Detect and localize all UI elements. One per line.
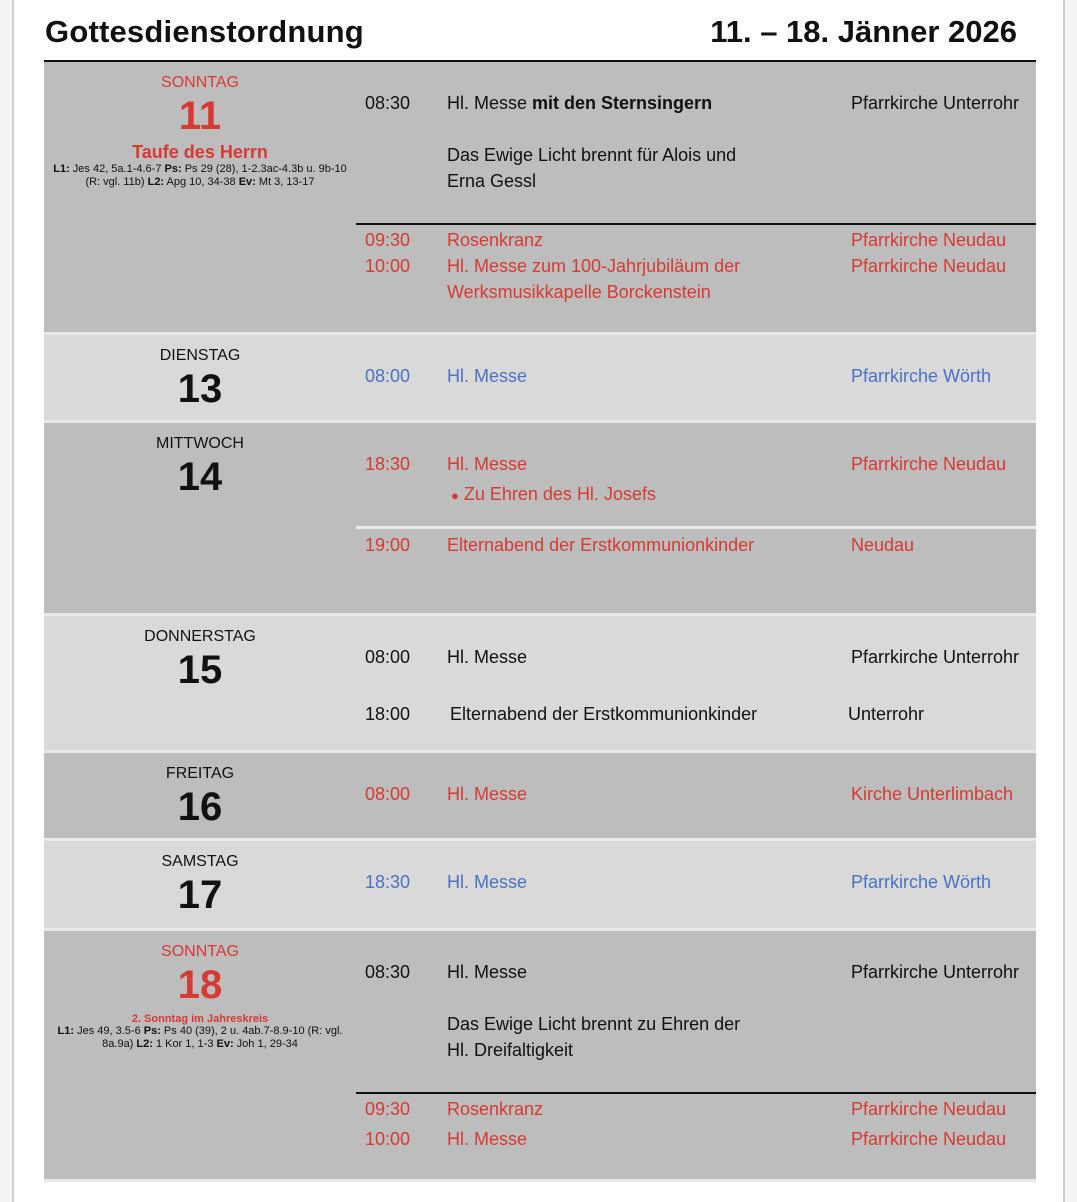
event-time: 08:00 xyxy=(365,366,411,386)
event-description: Hl. Messe xyxy=(447,784,528,804)
event-time: 08:00 xyxy=(365,784,411,804)
day-cell xyxy=(44,841,356,928)
event-block xyxy=(356,1092,1036,1154)
event-row xyxy=(356,423,1036,477)
day-cell xyxy=(44,616,356,750)
event-block xyxy=(356,62,1036,223)
day-number: 18 xyxy=(177,963,223,1007)
event-location: Pfarrkirche Neudau xyxy=(851,454,1007,474)
day-number: 15 xyxy=(177,648,223,692)
event-row xyxy=(356,701,1036,727)
event-description: Elternabend der Erstkommunionkinder xyxy=(450,704,758,724)
day-row-friday-16 xyxy=(44,753,1036,841)
weekday-label: DIENSTAG xyxy=(159,347,241,364)
event-location: Neudau xyxy=(851,535,915,555)
day-number: 16 xyxy=(177,785,223,829)
events-cell xyxy=(356,616,1036,750)
event-description: Hl. Messe mit den Sternsingern xyxy=(447,93,713,113)
event-row xyxy=(356,616,1036,670)
event-location: Pfarrkirche Unterrohr xyxy=(851,93,1020,113)
weekday-label: FREITAG xyxy=(165,765,235,782)
weekday-label: SONNTAG xyxy=(161,943,239,960)
event-block xyxy=(356,931,1036,1092)
day-row-sunday-11 xyxy=(44,62,1036,335)
events-cell xyxy=(356,335,1036,420)
event-location: Pfarrkirche Neudau xyxy=(851,1099,1007,1119)
event-location: Unterrohr xyxy=(848,704,925,724)
event-row-continued: Werksmusikkapelle Borckenstein xyxy=(447,282,711,302)
event-time: 18:00 xyxy=(365,704,411,724)
event-description: Hl. Messe xyxy=(447,454,528,474)
day-row-wednesday-14 xyxy=(44,423,1036,616)
event-description: Elternabend der Erstkommunionkinder xyxy=(447,535,755,555)
events-cell xyxy=(356,62,1036,332)
day-row-thursday-15 xyxy=(44,616,1036,753)
page-edge-left xyxy=(0,0,14,1202)
event-time: 08:30 xyxy=(365,93,411,113)
event-note: Erna Gessl xyxy=(447,171,537,191)
event-row xyxy=(356,1094,1036,1124)
event-time: 18:30 xyxy=(365,454,411,474)
feast-title: Taufe des Herrn xyxy=(132,142,268,162)
event-description: Rosenkranz xyxy=(447,230,544,250)
readings: L1: Jes 49, 3.5-6 Ps: Ps 40 (39), 2 u. 4ab.7-8.9-10 (R: vgl. 8a.9a) L2: 1 Kor 1, 1-3 Ev: Joh 1, 29-34 xyxy=(57,1025,343,1050)
event-time: 18:30 xyxy=(365,872,411,892)
weekday-label: DONNERSTAG xyxy=(144,628,256,645)
event-time: 10:00 xyxy=(365,1129,411,1149)
event-location: Pfarrkirche Wörth xyxy=(851,366,992,386)
day-row-sunday-18 xyxy=(44,931,1036,1182)
day-number: 13 xyxy=(177,367,223,411)
event-row xyxy=(356,841,1036,895)
events-cell xyxy=(356,753,1036,838)
date-range: 11. – 18. Jänner 2026 xyxy=(710,14,1017,49)
event-row xyxy=(356,335,1036,389)
event-block xyxy=(356,423,1036,526)
weekday-label: MITTWOCH xyxy=(156,435,244,452)
event-description: Hl. Messe xyxy=(447,647,528,667)
event-time: 08:00 xyxy=(365,647,411,667)
weekday-label: SAMSTAG xyxy=(161,853,239,870)
event-location: Pfarrkirche Neudau xyxy=(851,1129,1007,1149)
day-row-saturday-17 xyxy=(44,841,1036,931)
day-cell xyxy=(44,423,356,613)
event-location: Pfarrkirche Neudau xyxy=(851,230,1007,250)
bullet-icon: ● xyxy=(451,488,459,503)
event-note: ● Zu Ehren des Hl. Josefs xyxy=(451,484,656,504)
event-row xyxy=(356,62,1036,116)
event-description: Hl. Messe zum 100-Jahrjubiläum der xyxy=(447,256,741,276)
events-cell xyxy=(356,841,1036,928)
event-location: Pfarrkirche Neudau xyxy=(851,256,1007,276)
day-number: 11 xyxy=(178,94,222,138)
event-description: Rosenkranz xyxy=(447,1099,544,1119)
event-note: Das Ewige Licht brennt für Alois und xyxy=(447,145,737,165)
event-location: Pfarrkirche Unterrohr xyxy=(851,647,1020,667)
event-note: Hl. Dreifaltigkeit xyxy=(447,1040,574,1060)
event-location: Kirche Unterlimbach xyxy=(851,784,1014,804)
event-time: 08:30 xyxy=(365,962,411,982)
day-cell xyxy=(44,753,356,838)
feast-title: 2. Sonntag im Jahreskreis xyxy=(131,1013,269,1025)
event-row xyxy=(356,253,1036,279)
day-cell xyxy=(44,62,356,332)
event-description: Hl. Messe xyxy=(447,1129,528,1149)
page-title: Gottesdienstordnung xyxy=(45,14,364,49)
page-edge-right xyxy=(1063,0,1077,1202)
event-location: Pfarrkirche Wörth xyxy=(851,872,992,892)
event-time: 10:00 xyxy=(365,256,411,276)
day-cell xyxy=(44,931,356,1179)
readings: L1: Jes 42, 5a.1-4.6-7 Ps: Ps 29 (28), 1-2.3ac-4.3b u. 9b-10 (R: vgl. 11b) L2: Apg 10, 34-38 Ev: Mt 3, 13-17 xyxy=(53,163,347,188)
event-note: Das Ewige Licht brennt zu Ehren der xyxy=(447,1014,741,1034)
event-row xyxy=(356,227,1036,253)
event-row xyxy=(356,753,1036,807)
event-row xyxy=(356,532,1036,558)
event-time: 09:30 xyxy=(365,230,411,250)
event-block xyxy=(356,526,1036,558)
day-number: 17 xyxy=(177,873,223,917)
event-block xyxy=(356,223,1036,305)
event-row xyxy=(356,931,1036,985)
weekday-label: SONNTAG xyxy=(161,74,239,91)
day-row-tuesday-13 xyxy=(44,335,1036,423)
events-cell xyxy=(356,931,1036,1179)
event-description: Hl. Messe xyxy=(447,366,528,386)
event-description: Hl. Messe xyxy=(447,962,528,982)
events-cell xyxy=(356,423,1036,613)
day-cell xyxy=(44,335,356,420)
event-row xyxy=(356,1124,1036,1154)
day-number: 14 xyxy=(177,455,223,499)
event-location: Pfarrkirche Unterrohr xyxy=(851,962,1020,982)
event-time: 09:30 xyxy=(365,1099,411,1119)
schedule-table xyxy=(44,60,1036,1182)
event-time: 19:00 xyxy=(365,535,411,555)
event-description: Hl. Messe xyxy=(447,872,528,892)
